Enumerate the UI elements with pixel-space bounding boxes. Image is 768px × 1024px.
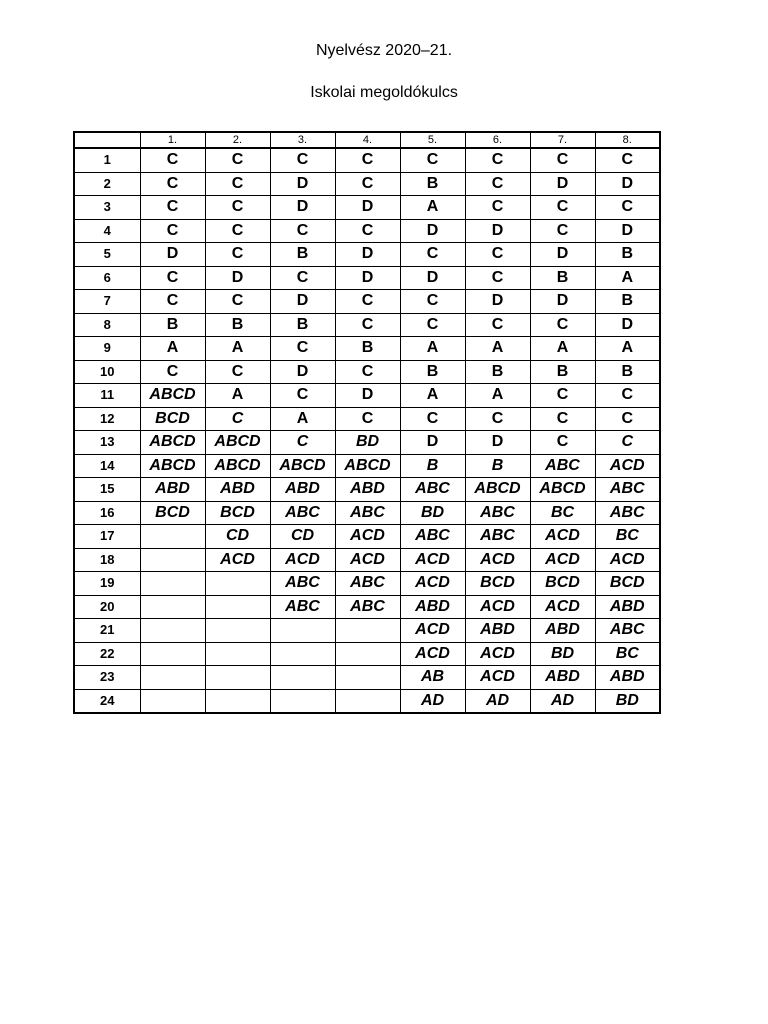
answer-cell: ABC — [400, 525, 465, 549]
question-number: 22 — [74, 642, 140, 666]
question-number: 2 — [74, 172, 140, 196]
corner-cell — [74, 132, 140, 148]
answer-cell: AD — [400, 689, 465, 713]
answer-cell: C — [595, 407, 660, 431]
answer-cell: BCD — [530, 572, 595, 596]
answer-cell: D — [335, 196, 400, 220]
table-row — [74, 313, 660, 337]
answer-cell: D — [400, 266, 465, 290]
header-row — [74, 132, 660, 148]
answer-cell: D — [465, 290, 530, 314]
question-number: 16 — [74, 501, 140, 525]
answer-cell: ABCD — [335, 454, 400, 478]
answer-cell: CD — [205, 525, 270, 549]
answer-cell: ABC — [335, 595, 400, 619]
answer-cell: ABCD — [205, 431, 270, 455]
answer-cell: D — [270, 196, 335, 220]
table-row — [74, 219, 660, 243]
document-title: Nyelvész 2020–21. — [315, 42, 453, 59]
answer-cell: ACD — [465, 595, 530, 619]
document-subtitle: Iskolai megoldókulcs — [310, 84, 458, 101]
answer-cell: ACD — [465, 666, 530, 690]
answer-cell: ABC — [530, 454, 595, 478]
answer-cell: C — [140, 219, 205, 243]
answer-cell: ACD — [400, 642, 465, 666]
question-number: 3 — [74, 196, 140, 220]
answer-cell: ABD — [270, 478, 335, 502]
table-row — [74, 525, 660, 549]
answer-cell — [205, 619, 270, 643]
answer-cell: C — [335, 313, 400, 337]
answer-cell: A — [595, 266, 660, 290]
answer-cell: BCD — [595, 572, 660, 596]
answer-cell: C — [270, 337, 335, 361]
answer-cell: BD — [530, 642, 595, 666]
answer-cell: C — [205, 243, 270, 267]
answer-cell: ABCD — [140, 454, 205, 478]
answer-cell: ABC — [270, 595, 335, 619]
answer-cell: ABD — [400, 595, 465, 619]
answer-cell: ACD — [595, 454, 660, 478]
answer-rows — [74, 148, 660, 713]
answer-cell: ACD — [335, 548, 400, 572]
answer-cell: B — [205, 313, 270, 337]
table-row — [74, 666, 660, 690]
question-number: 13 — [74, 431, 140, 455]
answer-cell: C — [140, 148, 205, 172]
answer-cell: D — [205, 266, 270, 290]
answer-cell: C — [465, 196, 530, 220]
answer-cell: D — [335, 243, 400, 267]
answer-cell: C — [140, 266, 205, 290]
answer-cell: A — [205, 337, 270, 361]
table-row — [74, 172, 660, 196]
answer-cell: ACD — [595, 548, 660, 572]
answer-cell: D — [270, 360, 335, 384]
answer-cell: ABD — [205, 478, 270, 502]
answer-cell: B — [465, 360, 530, 384]
answer-cell: A — [595, 337, 660, 361]
answer-cell: D — [140, 243, 205, 267]
answer-cell: ACD — [335, 525, 400, 549]
answer-cell: ABC — [465, 525, 530, 549]
answer-cell: C — [530, 384, 595, 408]
answer-cell: ABD — [465, 619, 530, 643]
answer-cell: A — [465, 337, 530, 361]
answer-cell — [205, 572, 270, 596]
answer-cell — [140, 619, 205, 643]
answer-cell: B — [595, 243, 660, 267]
answer-cell: C — [335, 407, 400, 431]
question-number: 12 — [74, 407, 140, 431]
answer-cell: B — [140, 313, 205, 337]
column-header: 2. — [205, 132, 270, 148]
answer-cell — [270, 642, 335, 666]
column-header: 5. — [400, 132, 465, 148]
answer-cell — [270, 619, 335, 643]
answer-cell: ABCD — [530, 478, 595, 502]
question-number: 14 — [74, 454, 140, 478]
answer-cell: C — [595, 148, 660, 172]
question-number: 19 — [74, 572, 140, 596]
answer-cell: BD — [595, 689, 660, 713]
answer-cell: C — [400, 148, 465, 172]
answer-cell: C — [465, 407, 530, 431]
answer-cell: D — [595, 219, 660, 243]
column-header: 6. — [465, 132, 530, 148]
question-number: 5 — [74, 243, 140, 267]
answer-cell: ABC — [335, 501, 400, 525]
answer-cell — [140, 689, 205, 713]
table-row — [74, 478, 660, 502]
answer-cell: C — [205, 196, 270, 220]
answer-cell: ABD — [140, 478, 205, 502]
table-row — [74, 689, 660, 713]
answer-cell: C — [465, 266, 530, 290]
answer-cell: D — [335, 266, 400, 290]
answer-cell: C — [335, 219, 400, 243]
answer-cell: ABD — [595, 595, 660, 619]
table-row — [74, 619, 660, 643]
answer-cell: C — [465, 243, 530, 267]
table-row — [74, 548, 660, 572]
table-row — [74, 337, 660, 361]
answer-cell: D — [595, 172, 660, 196]
answer-cell — [205, 666, 270, 690]
answer-cell: BC — [595, 642, 660, 666]
answer-cell: A — [400, 337, 465, 361]
answer-cell — [205, 689, 270, 713]
answer-cell: C — [465, 313, 530, 337]
answer-cell — [335, 642, 400, 666]
question-number: 4 — [74, 219, 140, 243]
answer-cell: B — [595, 290, 660, 314]
column-header: 3. — [270, 132, 335, 148]
question-number: 24 — [74, 689, 140, 713]
answer-cell: C — [270, 219, 335, 243]
table-row — [74, 290, 660, 314]
answer-cell: C — [595, 384, 660, 408]
table-row — [74, 431, 660, 455]
answer-cell: AD — [530, 689, 595, 713]
answer-cell: ACD — [530, 548, 595, 572]
answer-cell: C — [270, 266, 335, 290]
answer-cell: B — [400, 454, 465, 478]
answer-cell — [140, 595, 205, 619]
answer-cell: ABD — [530, 666, 595, 690]
answer-cell: BD — [400, 501, 465, 525]
answer-cell: C — [530, 196, 595, 220]
answer-cell: ACD — [400, 619, 465, 643]
answer-cell: B — [270, 243, 335, 267]
answer-cell: C — [335, 172, 400, 196]
answer-cell: C — [140, 290, 205, 314]
answer-cell: B — [400, 360, 465, 384]
answer-cell: C — [205, 148, 270, 172]
question-number: 23 — [74, 666, 140, 690]
answer-cell: D — [530, 290, 595, 314]
answer-cell: C — [205, 290, 270, 314]
answer-cell: ABC — [595, 619, 660, 643]
answer-cell: ABC — [595, 478, 660, 502]
table-row — [74, 595, 660, 619]
answer-cell: B — [530, 360, 595, 384]
answer-cell: C — [400, 243, 465, 267]
answer-cell: BC — [530, 501, 595, 525]
answer-cell: C — [270, 431, 335, 455]
answer-cell: ABD — [595, 666, 660, 690]
question-number: 1 — [74, 148, 140, 172]
answer-cell: D — [400, 431, 465, 455]
answer-cell: ABD — [335, 478, 400, 502]
table-row — [74, 384, 660, 408]
answer-cell — [140, 666, 205, 690]
question-number: 7 — [74, 290, 140, 314]
answer-cell: A — [140, 337, 205, 361]
answer-cell: D — [595, 313, 660, 337]
table-row — [74, 196, 660, 220]
answer-cell: ACD — [400, 572, 465, 596]
answer-cell: ACD — [465, 548, 530, 572]
answer-cell: C — [465, 148, 530, 172]
answer-cell: CD — [270, 525, 335, 549]
answer-cell: C — [400, 313, 465, 337]
answer-cell: ACD — [465, 642, 530, 666]
table-row — [74, 407, 660, 431]
answer-cell: A — [205, 384, 270, 408]
answer-cell: C — [530, 219, 595, 243]
answer-cell: D — [465, 219, 530, 243]
answer-cell — [140, 548, 205, 572]
question-number: 10 — [74, 360, 140, 384]
answer-cell: D — [530, 172, 595, 196]
answer-cell: D — [465, 431, 530, 455]
answer-cell: C — [140, 172, 205, 196]
answer-cell: B — [270, 313, 335, 337]
question-number: 6 — [74, 266, 140, 290]
table-row — [74, 454, 660, 478]
answer-cell — [205, 642, 270, 666]
answer-cell: C — [400, 407, 465, 431]
answer-cell: ACD — [530, 595, 595, 619]
question-number: 21 — [74, 619, 140, 643]
answer-cell: A — [465, 384, 530, 408]
answer-cell — [270, 666, 335, 690]
answer-cell: AB — [400, 666, 465, 690]
question-number: 18 — [74, 548, 140, 572]
table-row — [74, 572, 660, 596]
answer-cell: ACD — [400, 548, 465, 572]
answer-cell: C — [335, 148, 400, 172]
table-row — [74, 243, 660, 267]
answer-cell: ABCD — [140, 431, 205, 455]
answer-cell — [140, 525, 205, 549]
answer-cell: ABC — [335, 572, 400, 596]
answer-cell: A — [270, 407, 335, 431]
answer-cell: AD — [465, 689, 530, 713]
table-row — [74, 266, 660, 290]
question-number: 9 — [74, 337, 140, 361]
table-row — [74, 501, 660, 525]
answer-cell: C — [335, 360, 400, 384]
answer-cell: BD — [335, 431, 400, 455]
answer-cell: B — [530, 266, 595, 290]
answer-cell — [140, 572, 205, 596]
answer-cell — [335, 666, 400, 690]
answer-cell: C — [530, 407, 595, 431]
answer-cell: D — [270, 172, 335, 196]
table-row — [74, 360, 660, 384]
answer-cell: B — [335, 337, 400, 361]
answer-cell: ABC — [270, 572, 335, 596]
column-header: 7. — [530, 132, 595, 148]
table-row — [74, 148, 660, 172]
column-header: 8. — [595, 132, 660, 148]
answer-cell: ABC — [400, 478, 465, 502]
answer-cell: C — [595, 431, 660, 455]
question-number: 8 — [74, 313, 140, 337]
answer-cell: BCD — [465, 572, 530, 596]
answer-cell: C — [205, 219, 270, 243]
column-header: 4. — [335, 132, 400, 148]
answer-cell: C — [465, 172, 530, 196]
answer-cell: ABD — [530, 619, 595, 643]
answer-cell: BCD — [140, 407, 205, 431]
question-number: 11 — [74, 384, 140, 408]
answer-cell — [140, 642, 205, 666]
answer-cell: ABCD — [270, 454, 335, 478]
answer-cell: B — [400, 172, 465, 196]
answer-cell: C — [205, 172, 270, 196]
answer-cell: C — [205, 360, 270, 384]
answer-cell: ABCD — [205, 454, 270, 478]
answer-cell: B — [465, 454, 530, 478]
answer-cell: D — [530, 243, 595, 267]
answer-cell: A — [400, 384, 465, 408]
answer-cell: C — [205, 407, 270, 431]
answer-cell: C — [595, 196, 660, 220]
answer-cell: C — [400, 290, 465, 314]
answer-cell: ABC — [465, 501, 530, 525]
answer-cell: C — [530, 148, 595, 172]
answer-cell: C — [530, 431, 595, 455]
answer-cell: C — [140, 360, 205, 384]
answer-cell — [335, 689, 400, 713]
answer-cell: ACD — [270, 548, 335, 572]
answer-cell: ACD — [205, 548, 270, 572]
answer-cell: ABC — [595, 501, 660, 525]
answer-cell: D — [270, 290, 335, 314]
answer-cell: A — [530, 337, 595, 361]
answer-cell: ABCD — [465, 478, 530, 502]
answer-cell: C — [270, 148, 335, 172]
answer-cell: BCD — [205, 501, 270, 525]
question-number: 20 — [74, 595, 140, 619]
answer-cell — [335, 619, 400, 643]
answer-cell: B — [595, 360, 660, 384]
answer-key-table — [73, 131, 661, 714]
answer-cell: C — [270, 384, 335, 408]
answer-cell — [270, 689, 335, 713]
answer-cell: A — [400, 196, 465, 220]
answer-cell — [205, 595, 270, 619]
answer-cell: BC — [595, 525, 660, 549]
question-number: 17 — [74, 525, 140, 549]
answer-cell: C — [140, 196, 205, 220]
answer-cell: C — [335, 290, 400, 314]
answer-cell: ACD — [530, 525, 595, 549]
answer-cell: ABC — [270, 501, 335, 525]
answer-cell: D — [400, 219, 465, 243]
question-number: 15 — [74, 478, 140, 502]
column-header: 1. — [140, 132, 205, 148]
answer-cell: D — [335, 384, 400, 408]
answer-cell: BCD — [140, 501, 205, 525]
table-row — [74, 642, 660, 666]
answer-cell: C — [530, 313, 595, 337]
answer-cell: ABCD — [140, 384, 205, 408]
